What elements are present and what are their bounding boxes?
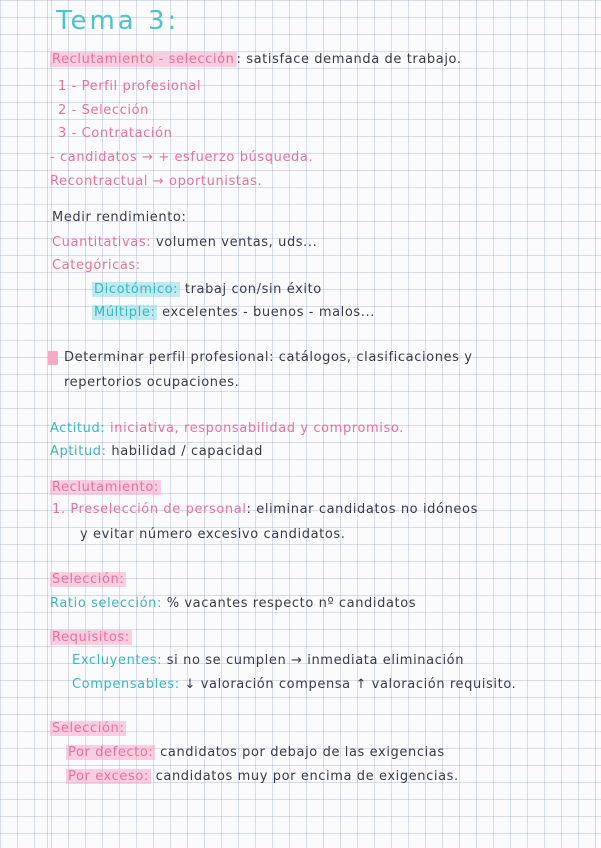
label-by-default: Por defecto: (68, 745, 154, 760)
note-line-23 (72, 677, 516, 692)
note-text: candidatos por debajo de las exigencias (160, 745, 445, 760)
heading-requirements: Requisitos: (52, 630, 130, 645)
heading-recruitment: Reclutamiento: (52, 480, 159, 495)
note-line-2: 1 - Perfil profesional (58, 79, 202, 94)
note-line-11 (92, 305, 375, 320)
note-text: % vacantes respecto nº candidatos (166, 596, 417, 611)
note-text: si no se cumplen → inmediata eliminación (166, 653, 465, 668)
pink-bullet-icon (48, 351, 58, 365)
note-line-15 (50, 444, 263, 459)
note-text: trabaj con/sin éxito (184, 282, 322, 297)
label-dichotomous: Dicotómico: (94, 282, 179, 297)
note-line-14 (50, 421, 404, 436)
note-line-10 (92, 282, 322, 297)
label-quantitative: Cuantitativas: (52, 235, 152, 250)
margin-line (47, 0, 48, 848)
note-line-13: repertorios ocupaciones. (64, 375, 240, 390)
heading-selection-2: Selección: (52, 721, 125, 736)
note-line-20 (50, 596, 416, 611)
note-text: ↓ valoración compensa ↑ valoración requisito. (184, 677, 517, 692)
heading-recruitment-selection: Reclutamiento - selección (52, 52, 235, 67)
label-by-excess: Por exceso: (68, 769, 149, 784)
note-line-12 (48, 350, 473, 365)
note-text: candidatos muy por encima de exigencias. (155, 769, 459, 784)
note-text: iniciativa, responsabilidad y compromiso. (110, 421, 404, 436)
label-aptitude: Aptitud: (50, 444, 107, 459)
note-text: Determinar perfil profesional: catálogos, clasificaciones y (64, 350, 473, 365)
heading-measure-performance: Medir rendimiento: (52, 210, 187, 225)
label-multiple: Múltiple: (94, 305, 156, 320)
note-line-4: 3 - Contratación (58, 126, 173, 141)
note-text: excelentes - buenos - malos... (162, 305, 375, 320)
label-compensable: Compensables: (72, 677, 180, 692)
note-line-25 (66, 745, 445, 760)
note-line-5: - candidatos → + esfuerzo búsqueda. (50, 150, 314, 165)
note-text: : eliminar candidatos no idóneos (246, 502, 478, 517)
heading-selection: Selección: (52, 572, 125, 587)
note-line-6: Recontractual → oportunistas. (50, 174, 263, 189)
note-line-8 (52, 235, 317, 250)
note-text: volumen ventas, uds... (155, 235, 318, 250)
note-line-22 (72, 653, 464, 668)
note-line-26 (66, 769, 459, 784)
note-text: : satisface demanda de trabajo. (236, 52, 462, 67)
page-title: Tema 3: (56, 6, 180, 36)
note-text: habilidad / capacidad (111, 444, 263, 459)
label-attitude: Actitud: (50, 421, 106, 436)
label-selection-ratio: Ratio selección: (50, 596, 162, 611)
note-line-18: y evitar número excesivo candidatos. (80, 527, 346, 542)
note-line-3: 2 - Selección (58, 103, 149, 118)
label-excluding: Excluyentes: (72, 653, 163, 668)
label-categorical: Categóricas: (52, 258, 141, 273)
note-line-1 (50, 52, 462, 67)
note-line-17 (52, 502, 478, 517)
label-preselection: 1. Preselección de personal (52, 502, 247, 517)
